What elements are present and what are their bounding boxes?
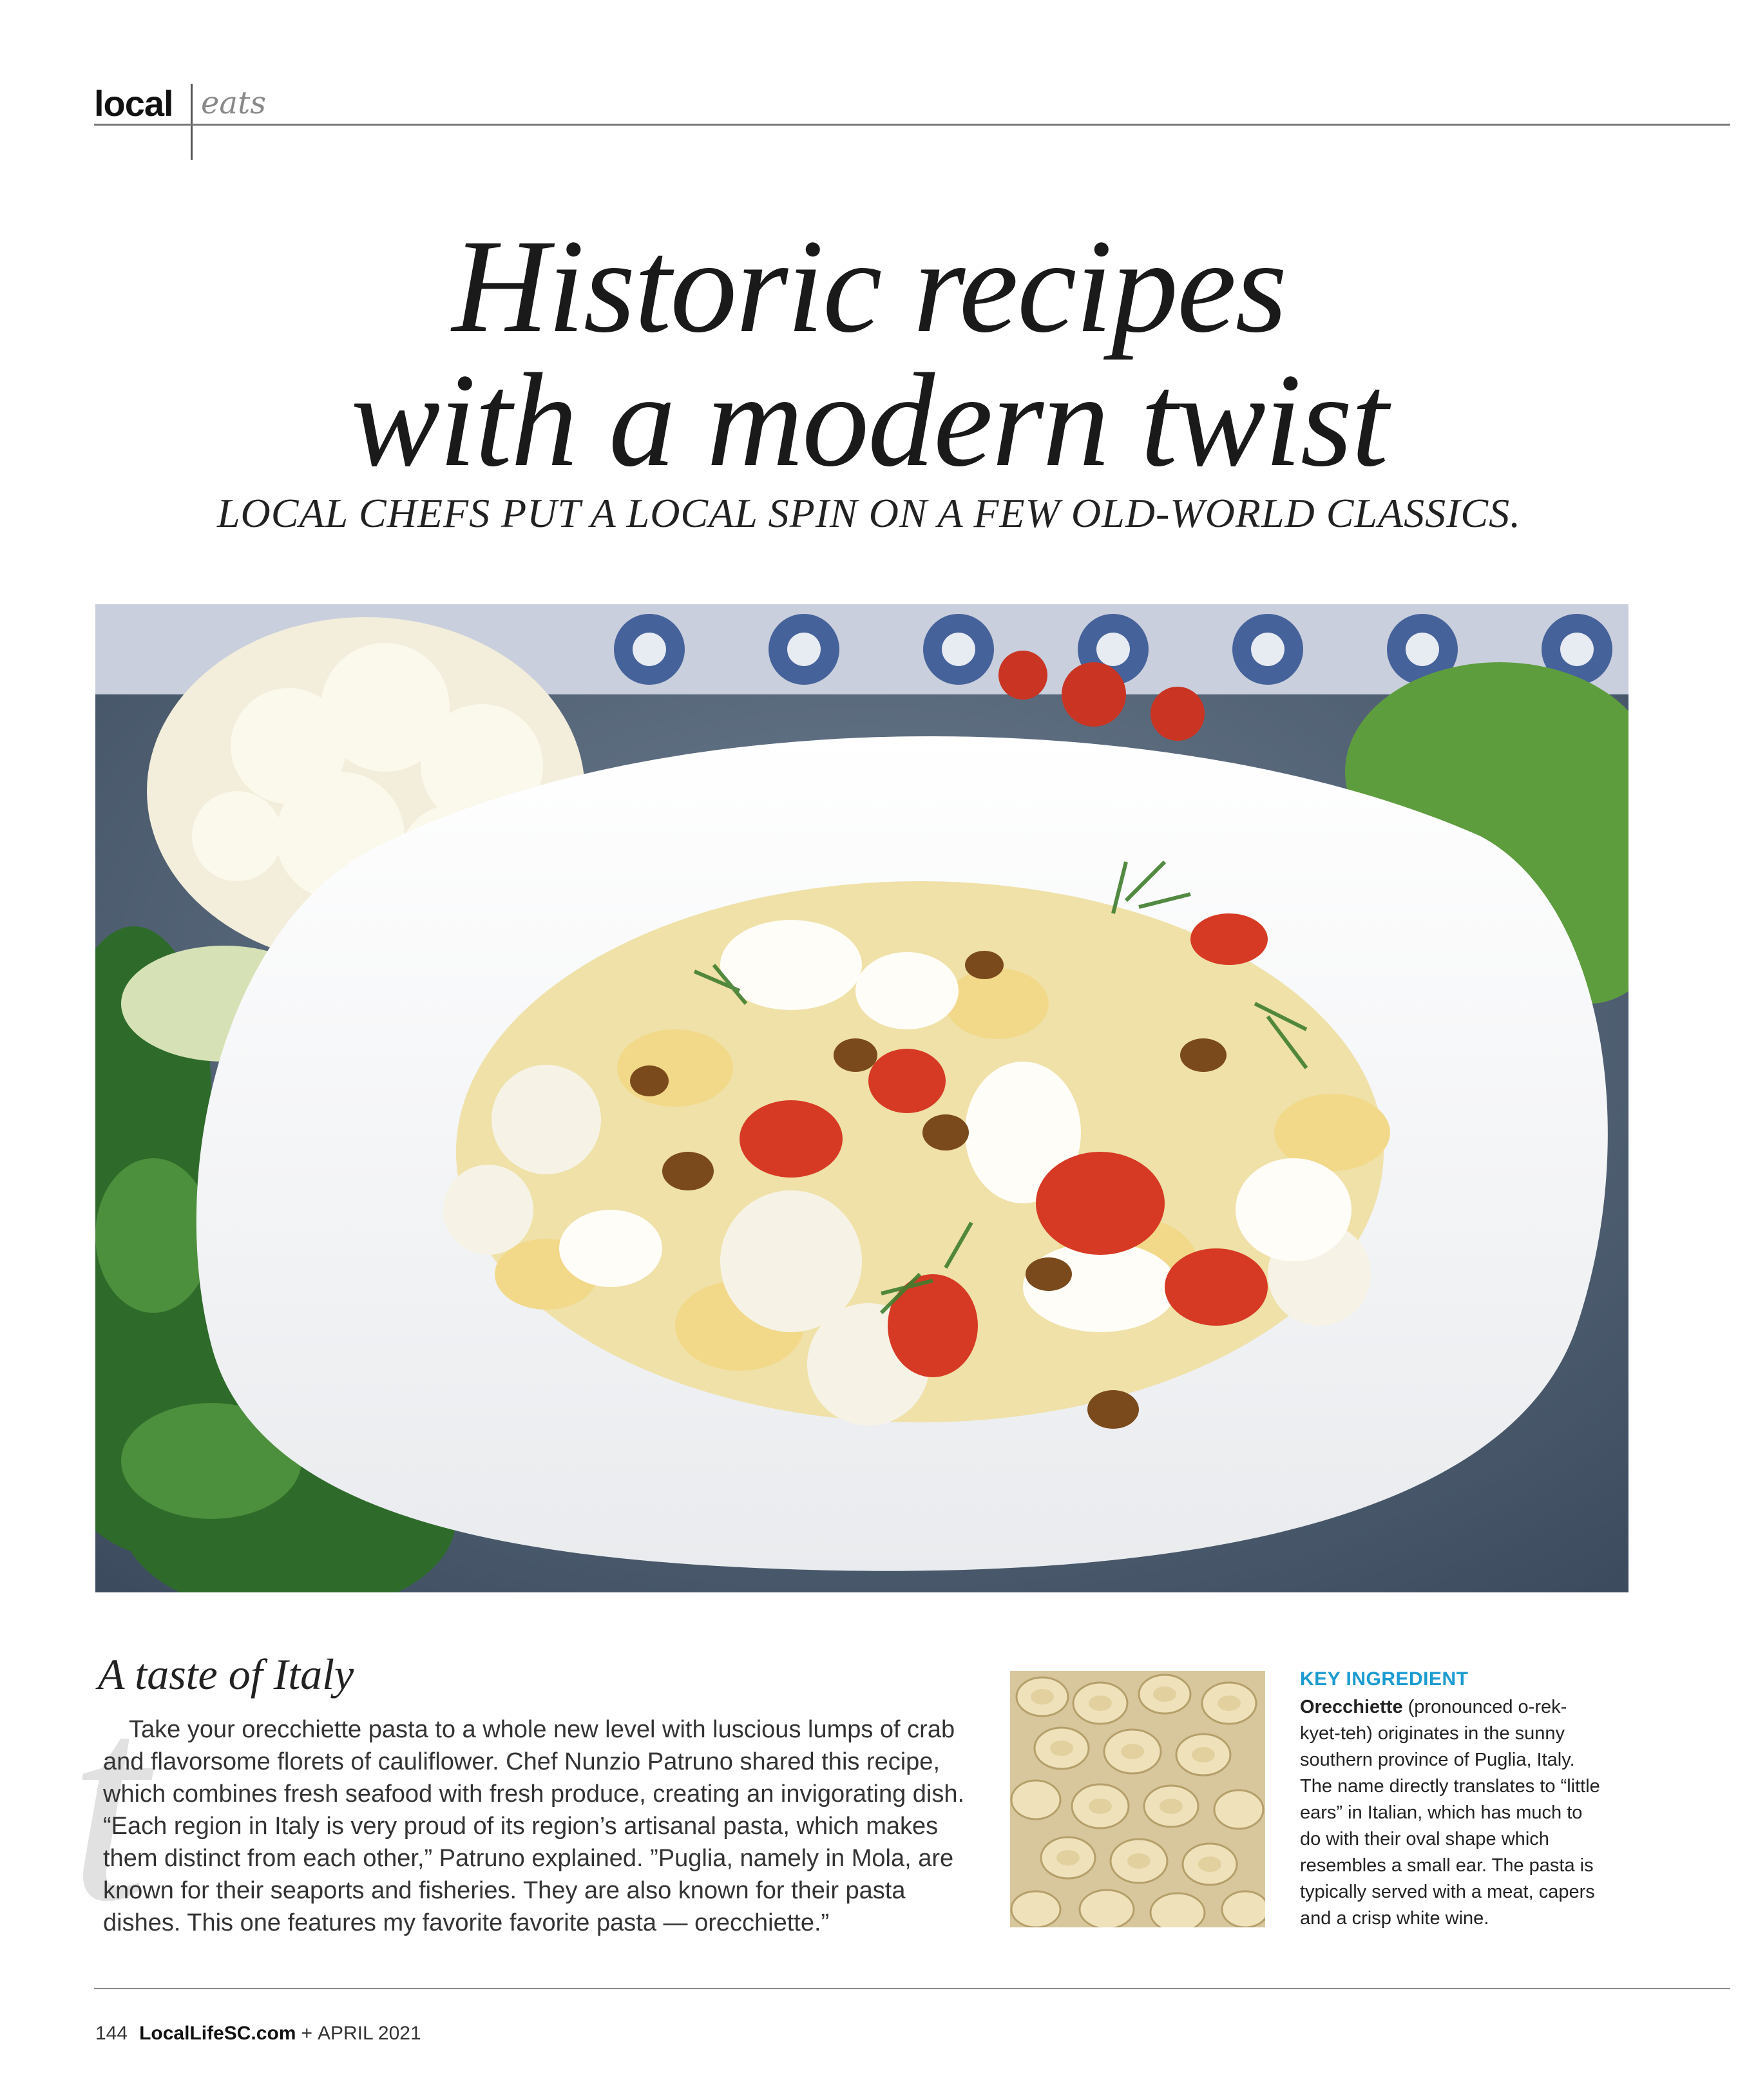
headline-line-1: Historic recipes [452,212,1286,360]
section-name: eats [201,85,266,121]
article-body: Take your orecchiette pasta to a whole new level with luscious lumps of crab and flavorsome florets of cauliflower. Chef Nunzio Patruno shared this recipe, which combines fresh seafood with fresh produce, creating an invigorating dish. “Each region in Italy is very proud of its region’s artisanal pasta, which makes them distinct from each other,” Patruno explained. ”Puglia, namely in Mola, are known for their seaports and fisheries. They are also known for their pasta dishes. This one features my favorite favorite pasta — orecchiette.” [103,1716,965,1936]
article-heading: A taste of Italy [98,1650,354,1699]
subheadline: LOCAL CHEFS PUT A LOCAL SPIN ON A FEW OLD-WORLD CLASSICS. [216,490,1522,536]
key-ingredient-label: KEY INGREDIENT [1300,1668,1469,1690]
key-ingredient-text [1300,1694,1603,1932]
key-ingredient-name: Orecchiette [1300,1697,1403,1717]
page-footer [95,2023,421,2045]
key-ingredient-description: (pronounced o-rek-kyet-teh) originates in the sunny southern province of Puglia, Italy. The name directly translates to “little ears” in Italian, which has much to do with their oval shape which resembles a small ear. The pasta is typically served with a meat, capers and a crisp white wine. [1300,1697,1600,1929]
hero-photo [95,604,1628,1592]
drop-cap: t [70,1647,149,1960]
brand-logo: local [94,83,173,124]
page-number: 144 [95,2023,128,2044]
header-rule [94,124,1730,126]
footer-rule [94,1988,1730,1989]
header-divider-vertical [191,84,193,160]
orecchiette-photo [1010,1671,1265,1927]
pasta-dish-illustration [95,604,1628,1592]
website-name: LocalLifeSC.com [139,2023,296,2044]
issue-date: APRIL 2021 [317,2023,421,2044]
footer-separator: + [301,2023,312,2044]
orecchiette-illustration [1010,1671,1265,1927]
headline-line-2: with a modern twist [350,346,1388,494]
